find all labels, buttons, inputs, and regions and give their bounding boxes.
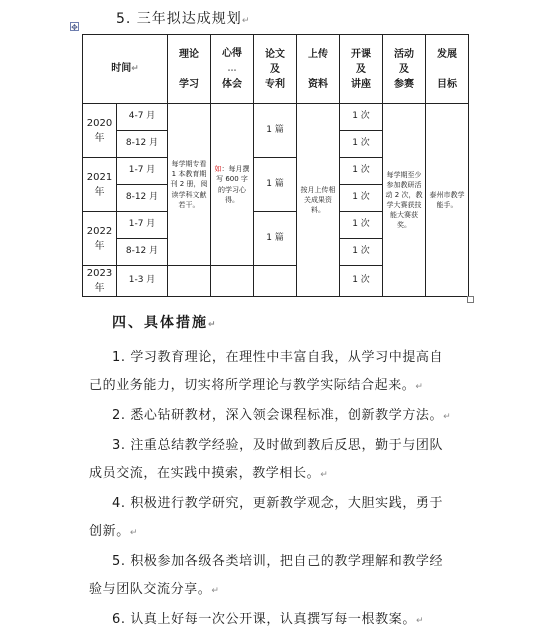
period-cell: 8-12 月 [117,185,168,212]
lecture-cell: 1 次 [340,158,383,185]
period-cell: 8-12 月 [117,131,168,158]
year-cell: 2023 年 [83,266,117,297]
section-heading: 5. 三年拟达成规划↵ [116,11,251,27]
lecture-cell: 1 次 [340,266,383,297]
table-resize-handle[interactable] [467,296,474,303]
year-cell: 2021 年 [83,158,117,212]
period-cell: 1-3 月 [117,266,168,297]
papers-cell: 1 篇 [254,104,297,158]
lecture-cell: 1 次 [340,239,383,266]
year-cell: 2022 年 [83,212,117,266]
period-cell: 1-7 月 [117,212,168,239]
measure-3-cont: 成员交流，在实践中摸索，教学相长。↵ [89,466,329,481]
header-papers: 论文 及 专利 [254,35,297,104]
empty-cell [168,266,211,297]
measure-6: 6. 认真上好每一次公开课，认真撰写每一根教案。↵ [112,612,425,627]
lecture-cell: 1 次 [340,131,383,158]
plan-table [82,34,469,297]
papers-cell [254,266,297,297]
measure-4-cont: 创新。↵ [89,524,138,539]
section-title: 四、具体措施↵ [112,315,218,331]
period-cell: 1-7 月 [117,158,168,185]
header-insight: 心得 … 体会 [211,35,254,104]
year-cell: 2020 年 [83,104,117,158]
measure-1-cont: 己的业务能力，切实将所学理论与教学实际结合起来。↵ [89,378,424,393]
header-lecture: 开课 及 讲座 [340,35,383,104]
header-theory: 理论 学习 [168,35,211,104]
lecture-cell: 1 次 [340,212,383,239]
theory-study-cell: 每学期专看 1 本教育期刊 2 册，阅读学科文献若干。 [168,104,211,266]
empty-cell [211,266,254,297]
measure-2: 2. 悉心钻研教材，深入领会课程标准，创新教学方法。↵ [112,408,452,423]
header-time: 时间↵ [83,35,168,104]
insight-cell: 如：每月撰写 600 字的学习心得。 [211,104,254,266]
header-goals: 发展 目标 [426,35,469,104]
header-activities: 活动 及 参赛 [383,35,426,104]
lecture-cell: 1 次 [340,185,383,212]
lecture-cell: 1 次 [340,104,383,131]
papers-cell: 1 篇 [254,158,297,212]
measure-5-cont: 验与团队交流分享。↵ [89,582,220,597]
header-upload: 上传 资料 [297,35,340,104]
activities-cell: 每学期至少参加教研活动 2 次，教学大赛获技能大赛获奖。 [383,104,426,297]
measure-3: 3. 注重总结教学经验，及时做到教后反思，勤于与团队 [112,438,444,453]
period-cell: 4-7 月 [117,104,168,131]
measure-4: 4. 积极进行教学研究，更新教学观念，大胆实践，勇于 [112,496,444,511]
period-cell: 8-12 月 [117,239,168,266]
papers-cell: 1 篇 [254,212,297,266]
measure-5: 5. 积极参加各级各类培训，把自己的教学理解和教学经 [112,554,444,569]
upload-cell: 按月上传相关成果资料。 [297,104,340,297]
measure-1: 1. 学习教育理论，在理性中丰富自我，从学习中提高自 [112,350,444,365]
table-move-handle-icon[interactable]: ✥ [71,23,78,32]
goals-cell: 泰州市教学能手。 [426,104,469,297]
